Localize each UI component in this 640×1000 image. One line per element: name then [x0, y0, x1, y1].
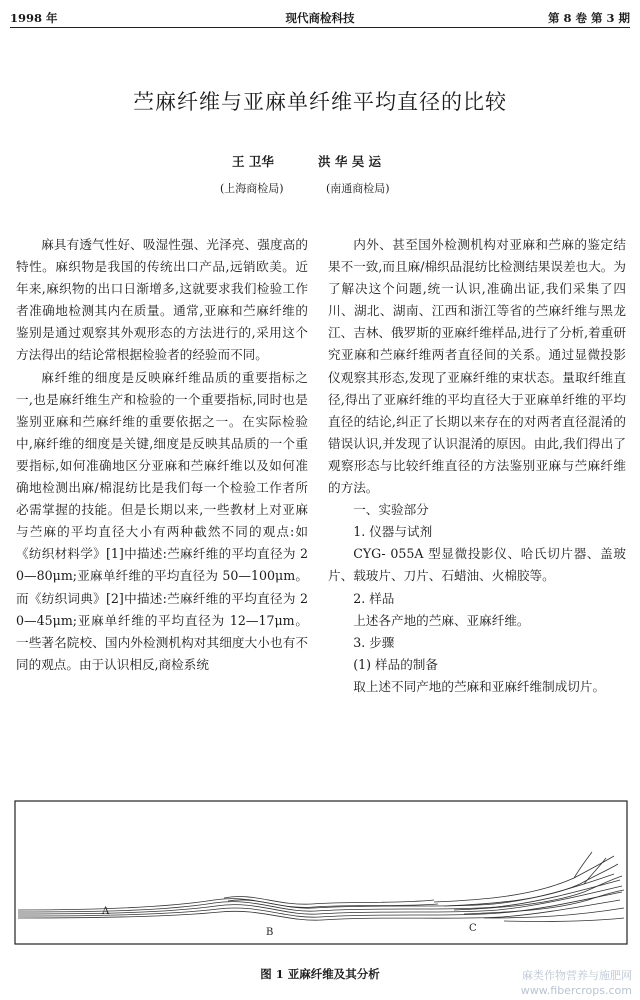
- paragraph: 麻纤维的细度是反映麻纤维品质的重要指标之一,也是麻纤维生产和检验的一个重要指标,同时也是鉴别亚麻和苎麻纤维的重要依据之一。在实际检验中,麻纤维的细度是关键,细度是反映其品质的一个重要指标,如何准确地区分亚麻和苎麻纤维以及如何准确地检测出麻/棉混纺比是我们每一个检验工作者所必需掌握的技能。但是长期以来,一些教材上对亚麻与苎麻的平均直径大小有两种截然不同的观点:如《纺织材料学》[1]中描述:苎麻纤维的平均直径为 20—80μm;亚麻单纤维的平均直径为 50—100μm。而《纺织词典》[2]中描述:苎麻纤维的平均直径为 20—45μm;亚麻单纤维的平均直径为 12—17μm。一些著名院校、国内外检测机构对其细度大小也有不同的观点。由于认识相反,商检系统: [16, 369, 308, 672]
- subsection-heading: 3. 步骤: [353, 634, 395, 650]
- fiber-strand: [434, 856, 614, 902]
- paragraph: CYG- 055A 型显微投影仪、哈氏切片器、盖玻片、载玻片、刀片、石蜡油、火棉胶等。: [328, 546, 626, 584]
- header-year: 1998 年: [10, 11, 58, 25]
- fiber-figure: [14, 800, 628, 945]
- subsection-heading: 2. 样品: [353, 590, 395, 606]
- paragraph: 麻具有透气性好、吸湿性强、光泽亮、强度高的特性。麻织物是我国的传统出口产品,远销欧美。近年来,麻织物的出口日渐增多,这就要求我们检验工作者准确地检测其内在质量。通常,亚麻和苎麻纤维的鉴别是通过观察其外观形态的方法进行的,采用这个方法得出的结论常根据检验者的经验而不同。: [16, 237, 308, 363]
- fiber-strand: [574, 852, 592, 878]
- figure-label-b: B: [266, 927, 274, 938]
- body-column-left: [16, 234, 308, 676]
- body-column-right: [328, 234, 626, 698]
- author-right: 洪 华 吴 运: [318, 154, 382, 169]
- figure-label-a: A: [102, 906, 110, 917]
- watermark: [521, 968, 632, 998]
- figure-label-c: C: [469, 923, 477, 934]
- figure-caption: 图 1 亚麻纤维及其分析: [260, 967, 380, 981]
- header-journal: 现代商检科技: [285, 11, 355, 25]
- paragraph: 上述各产地的苎麻、亚麻纤维。: [353, 612, 530, 628]
- affiliation-right: (南通商检局): [326, 182, 390, 195]
- paragraph: 取上述不同产地的苎麻和亚麻纤维制成切片。: [353, 678, 606, 694]
- header-issue: 第 8 卷 第 3 期: [547, 11, 630, 25]
- paragraph: (1) 样品的制备: [353, 656, 438, 672]
- paper-title: 苎麻纤维与亚麻单纤维平均直径的比较: [133, 90, 507, 114]
- watermark-url: www.fibercrops.com: [520, 984, 632, 997]
- section-heading: 一、实验部分: [353, 502, 429, 518]
- affiliation-left: (上海商检局): [220, 182, 284, 195]
- paragraph: 内外、甚至国外检测机构对亚麻和苎麻的鉴定结果不一致,而且麻/棉织品混纺比检测结果误差也大。为了解决这个问题,统一认识,准确出证,我们采集了四川、湖北、湖南、江西和浙江等省的苎麻纤维与黑龙江、吉林、俄罗斯的亚麻纤维样品,进行了分析,着重研究亚麻和苎麻纤维两者直径间的关系。通过显微投影仪观察其形态,发现了亚麻纤维的束状态。量取纤维直径,得出了亚麻纤维的平均直径大于亚麻单纤维的平均直径的结论,纠正了长期以来存在的对两者直径混淆的错误认识,并发现了认识混淆的原因。由此,我们得出了观察形态与比较纤维直径的方法鉴别亚麻与苎麻纤维的方法。: [328, 237, 626, 496]
- fiber-strand: [504, 918, 624, 922]
- header-rule: [10, 27, 630, 28]
- running-header: [10, 4, 630, 28]
- watermark-site-name: 麻类作物营养与施肥网: [522, 969, 632, 982]
- subsection-heading: 1. 仪器与试剂: [353, 524, 433, 540]
- author-left: 王 卫华: [232, 154, 274, 169]
- figure-frame: [15, 801, 627, 944]
